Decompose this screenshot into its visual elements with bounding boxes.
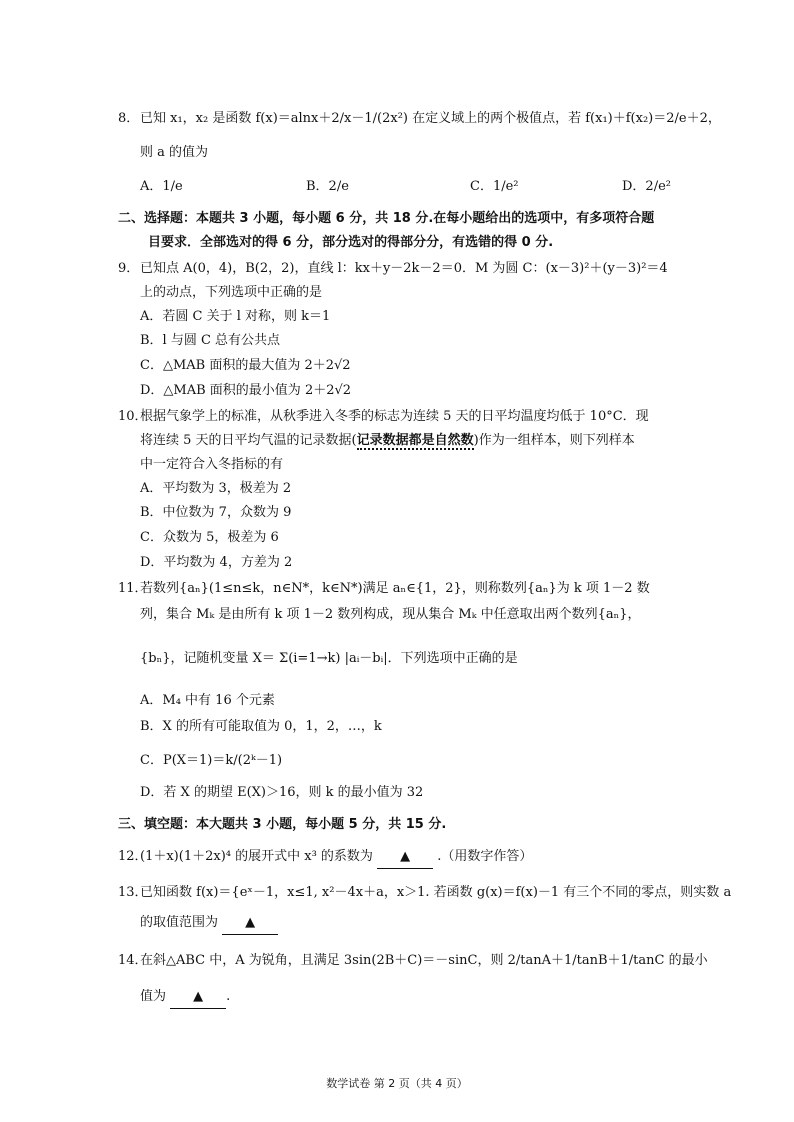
q12-line	[140, 846, 700, 869]
q11-option-d: D．若 X 的期望 E(X)＞16，则 k 的最小值为 32	[140, 785, 424, 800]
q12-number: 12．	[118, 849, 148, 864]
section-3-heading: 三、填空题：本大题共 3 小题，每小题 5 分，共 15 分.	[118, 817, 447, 832]
q11-line1: 若数列{aₙ}(1≤n≤k，n∈N*，k∈N*)满足 aₙ∈{1，2}，则称数列{aₙ}为 k 项 1－2 数	[140, 581, 650, 596]
q11-number: 11．	[118, 581, 148, 596]
q9-option-b: B．l 与圆 C 总有公共点	[140, 333, 281, 348]
page-footer: 数学试卷 第 2 页（共 4 页）	[326, 1077, 468, 1090]
q10-line3: 中一定符合入冬指标的有	[140, 457, 284, 472]
q10-line2-start: 将连续 5 天的日平均气温的记录数据(	[140, 433, 357, 448]
q9-option-c: C．△MAB 面积的最大值为 2＋2√2	[140, 358, 351, 373]
q12-tail: .（用数字作答）	[437, 849, 533, 864]
q14-line2	[140, 986, 700, 1009]
q8-stem-line2: 则 a 的值为	[140, 145, 209, 160]
q9-line1: 已知点 A(0，4)，B(2，2)，直线 l：kx＋y－2k－2＝0．M 为圆 C：(x－3)²＋(y－3)²＝4	[140, 261, 668, 276]
section-2-heading-line2: 目要求．全部选对的得 6 分，部分选对的得部分分，有选错的得 0 分.	[148, 235, 554, 250]
q10-option-c: C．众数为 5，极差为 6	[140, 530, 279, 545]
q12-answer-blank[interactable]: ▲	[377, 846, 433, 869]
q10-option-a: A．平均数为 3，极差为 2	[140, 481, 292, 496]
q8-option-d: D．2/e²	[622, 179, 671, 194]
q11-line3: {bₙ}，记随机变量 X＝ Σ(i=1→k) |aᵢ－bᵢ|．下列选项中正确的是	[140, 651, 518, 666]
q13-answer-blank[interactable]: ▲	[222, 912, 278, 935]
q10-emphasis: 记录数据都是自然数	[356, 433, 474, 448]
q11-line2: 列，集合 Mₖ 是由所有 k 项 1－2 数列构成，现从集合 Mₖ 中任意取出两个数列{aₙ}，	[140, 607, 641, 622]
q12-text: (1＋x)(1＋2x)⁴ 的展开式中 x³ 的系数为	[140, 849, 373, 864]
q10-number: 10．	[118, 409, 148, 424]
q14-number: 14．	[118, 953, 148, 968]
q10-line1: 根据气象学上的标准，从秋季进入冬季的标志为连续 5 天的日平均温度均低于 10°C．现	[140, 409, 649, 424]
q14-tail: .	[226, 989, 231, 1004]
q13-number: 13．	[118, 885, 148, 900]
q14-answer-blank[interactable]: ▲	[170, 986, 226, 1009]
q9-line2: 上的动点，下列选项中正确的是	[140, 285, 323, 300]
q11-option-c: C．P(X＝1)＝k/(2ᵏ－1)	[140, 753, 283, 768]
q10-option-b: B．中位数为 7，众数为 9	[140, 505, 292, 520]
q9-option-a: A．若圆 C 关于 l 对称，则 k＝1	[140, 309, 331, 324]
q8-number: 8．	[118, 111, 140, 126]
q9-option-d: D．△MAB 面积的最小值为 2＋2√2	[140, 383, 352, 398]
q10-line2	[140, 430, 700, 452]
q11-option-b: B．X 的所有可能取值为 0，1，2，…，k	[140, 719, 382, 734]
q13-line2-text: 的取值范围为	[140, 915, 219, 930]
q8-option-b: B．2/e	[306, 179, 349, 194]
q14-line1: 在斜△ABC 中，A 为锐角，且满足 3sin(2B＋C)＝－sinC，则 2/tanA＋1/tanB＋1/tanC 的最小	[140, 953, 708, 968]
q10-line2-end: )作为一组样本，则下列样本	[473, 433, 635, 448]
q14-line2-text: 值为	[140, 989, 167, 1004]
q9-number: 9．	[118, 261, 140, 276]
q8-stem: 已知 x₁，x₂ 是函数 f(x)＝alnx＋2/x－1/(2x²) 在定义域上的两个极值点，若 f(x₁)＋f(x₂)＝2/e＋2，	[140, 111, 721, 126]
q11-option-a: A．M₄ 中有 16 个元素	[140, 693, 275, 708]
q13-line2	[140, 912, 700, 935]
q8-option-a: A．1/e	[140, 179, 183, 194]
q8-option-c: C．1/e²	[470, 179, 519, 194]
section-2-heading: 二、选择题：本题共 3 小题，每小题 6 分，共 18 分.在每小题给出的选项中，有多项符合题	[118, 211, 655, 226]
q10-option-d: D．平均数为 4，方差为 2	[140, 555, 293, 570]
q13-line1: 已知函数 f(x)＝{eˣ－1，x≤1, x²－4x＋a，x＞1. 若函数 g(x)＝f(x)－1 有三个不同的零点，则实数 a	[140, 885, 732, 900]
